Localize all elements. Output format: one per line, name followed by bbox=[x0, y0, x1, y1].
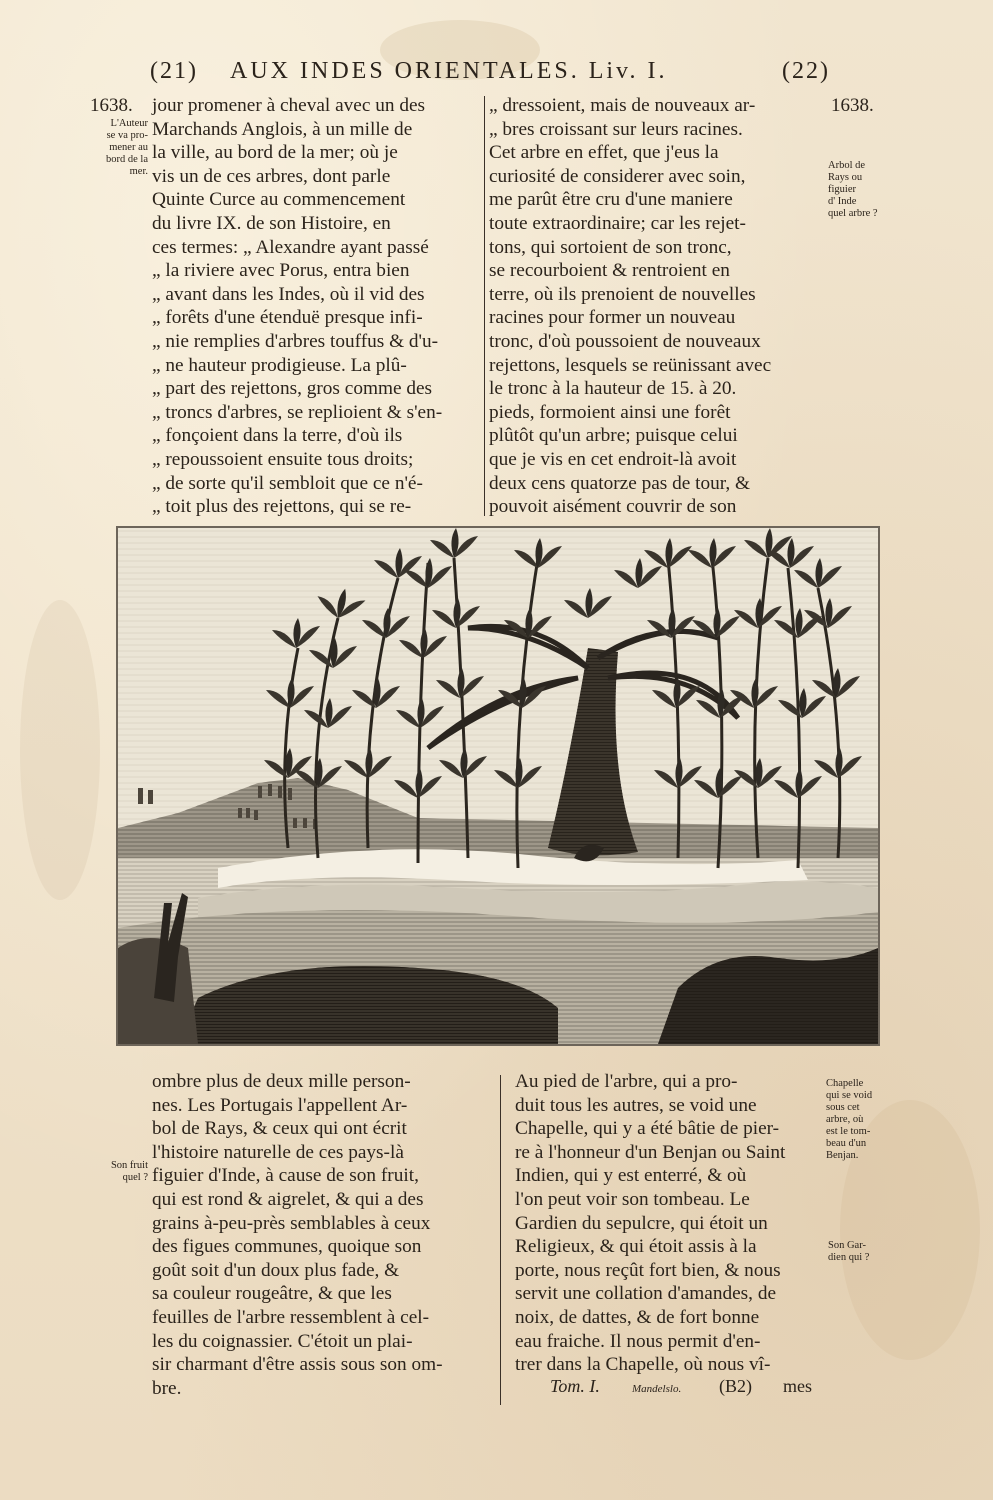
text-line: pouvoit aisément couvrir de son bbox=[489, 496, 737, 518]
text-line: Indien, qui y est enterré, & où bbox=[515, 1165, 747, 1187]
text-line: deux cens quatorze pas de tour, & bbox=[489, 472, 751, 494]
text-line: Chapelle, qui y a été bâtie de pier- bbox=[515, 1118, 780, 1140]
footer-volume: Tom. I. bbox=[550, 1376, 600, 1396]
text-line: trer dans la Chapelle, où nous vî- bbox=[515, 1354, 771, 1376]
running-title: AUX INDES ORIENTALES. Liv. I. bbox=[230, 58, 668, 84]
text-line: nes. Les Portugais l'appellent Ar- bbox=[152, 1094, 408, 1116]
text-line: terre, où ils prenoient de nouvelles bbox=[489, 283, 756, 305]
text-line: l'histoire naturelle de ces pays-là bbox=[152, 1141, 404, 1163]
paper-stain bbox=[20, 600, 100, 900]
margin-note-line: mener au bbox=[109, 142, 148, 153]
page-number-right: (22) bbox=[782, 58, 830, 84]
margin-note-line: est le tom- bbox=[826, 1126, 871, 1137]
column-divider bbox=[500, 1075, 501, 1405]
text-line: feuilles de l'arbre ressemblent à cel- bbox=[152, 1306, 430, 1328]
text-line: servit une collation d'amandes, de bbox=[515, 1283, 777, 1305]
text-line: „ forêts d'une étenduë presque infi- bbox=[152, 307, 423, 329]
text-line: le tronc à la hauteur de 15. à 20. bbox=[489, 378, 737, 400]
margin-note-auteur bbox=[88, 118, 148, 178]
text-line: „ troncs d'arbres, se replioient & s'en- bbox=[152, 401, 443, 423]
text-column-left-bottom bbox=[152, 1070, 482, 1400]
text-line: l'on peut voir son tombeau. Le bbox=[515, 1188, 750, 1210]
column-divider bbox=[484, 96, 485, 516]
text-line: pieds, formoient ainsi une forêt bbox=[489, 401, 731, 423]
margin-note-line: Rays ou bbox=[828, 172, 863, 183]
text-line: tons, qui sortoient de son tronc, bbox=[489, 236, 732, 258]
text-line: „ part des rejettons, gros comme des bbox=[152, 378, 433, 400]
text-line: me parût être cru d'une maniere bbox=[489, 189, 733, 211]
text-line: rejettons, lesquels se reünissant avec bbox=[489, 354, 772, 376]
text-line: Gardien du sepulcre, qui étoit un bbox=[515, 1212, 768, 1234]
text-column-right-bottom bbox=[515, 1070, 820, 1377]
text-line: que je vis en cet endroit-là avoit bbox=[489, 448, 737, 470]
text-line: plûtôt qu'un arbre; puisque celui bbox=[489, 425, 738, 447]
margin-note-chapelle bbox=[826, 1078, 906, 1162]
text-line: sir charmant d'être assis sous son om- bbox=[152, 1354, 443, 1376]
text-line: eau fraiche. Il nous permit d'en- bbox=[515, 1330, 761, 1352]
text-line: duit tous les autres, se void une bbox=[515, 1094, 757, 1116]
footer-catchword: mes bbox=[783, 1376, 812, 1396]
margin-note-line: quel ? bbox=[122, 1172, 148, 1183]
text-line: „ toit plus des rejettons, qui se re- bbox=[152, 496, 412, 518]
footer-author: Mandelslo. bbox=[632, 1383, 682, 1395]
page-number-left: (21) bbox=[150, 58, 198, 84]
text-line: tronc, d'où poussoient de nouveaux bbox=[489, 330, 761, 352]
text-line: se recourboient & rentroient en bbox=[489, 260, 730, 282]
footer-signature: (B2) bbox=[719, 1376, 752, 1396]
text-line: „ fonçoient dans la terre, d'où ils bbox=[152, 425, 403, 447]
text-line: „ avant dans les Indes, où il vid des bbox=[152, 283, 425, 305]
text-line: ces termes: „ Alexandre ayant passé bbox=[152, 236, 429, 258]
margin-note-line: Son Gar- bbox=[828, 1240, 866, 1251]
margin-note-line: arbre, où bbox=[826, 1114, 864, 1125]
text-line: „ bres croissant sur leurs racines. bbox=[489, 118, 743, 140]
text-line: grains à-peu-près semblables à ceux bbox=[152, 1212, 431, 1234]
margin-year-left: 1638. bbox=[90, 95, 133, 116]
margin-note-line: Arbol de bbox=[828, 160, 866, 171]
text-line: „ dressoient, mais de nouveaux ar- bbox=[489, 95, 756, 116]
text-line: les du coignassier. C'étoit un plai- bbox=[152, 1330, 413, 1352]
text-line: „ ne hauteur prodigieuse. La plû- bbox=[152, 354, 407, 376]
text-line: racines pour former un nouveau bbox=[489, 307, 736, 329]
text-line: jour promener à cheval avec un des bbox=[152, 95, 426, 116]
text-line: sa couleur rougeâtre, & que les bbox=[152, 1283, 392, 1305]
text-line: „ nie remplies d'arbres touffus & d'u- bbox=[152, 330, 439, 352]
text-line: re à l'honneur d'un Benjan ou Saint bbox=[515, 1141, 786, 1163]
margin-note-line: sous cet bbox=[826, 1102, 860, 1113]
text-column-right-top bbox=[489, 94, 819, 519]
engraving-illustration bbox=[118, 528, 878, 1044]
text-line: porte, nous reçût fort bien, & nous bbox=[515, 1259, 781, 1281]
margin-note-line: figuier bbox=[828, 184, 856, 195]
margin-year-right: 1638. bbox=[831, 95, 874, 116]
margin-note-line: beau d'un bbox=[826, 1138, 867, 1149]
margin-note-fruit bbox=[90, 1160, 148, 1184]
margin-note-line: Benjan. bbox=[826, 1150, 859, 1161]
text-line: bol de Rays, & ceux qui ont écrit bbox=[152, 1118, 407, 1140]
margin-note-line: Son fruit bbox=[110, 1160, 148, 1171]
text-line: la ville, au bord de la mer; où je bbox=[152, 142, 398, 164]
margin-note-line: L'Auteur bbox=[110, 118, 148, 129]
text-line: „ repoussoient ensuite tous droits; bbox=[152, 448, 414, 470]
engraving-banyan-tree bbox=[118, 528, 878, 1044]
text-line: du livre IX. de son Histoire, en bbox=[152, 212, 391, 234]
text-line: Religieux, & qui étoit assis à la bbox=[515, 1236, 757, 1258]
running-header bbox=[150, 58, 830, 88]
text-line: ombre plus de deux mille person- bbox=[152, 1071, 411, 1092]
margin-note-line: mer. bbox=[129, 166, 148, 177]
text-line: Marchands Anglois, à un mille de bbox=[152, 118, 413, 140]
text-line: qui est rond & aigrelet, & qui a des bbox=[152, 1188, 424, 1210]
margin-note-line: dien qui ? bbox=[828, 1252, 870, 1263]
text-line: „ la riviere avec Porus, entra bien bbox=[152, 260, 410, 282]
text-line: curiosité de considerer avec soin, bbox=[489, 165, 746, 187]
text-line: Quinte Curce au commencement bbox=[152, 189, 406, 211]
text-line: figuier d'Inde, à cause de son fruit, bbox=[152, 1165, 419, 1187]
margin-note-line: Chapelle bbox=[826, 1078, 864, 1089]
text-line: „ de sorte qu'il sembloit que ce n'é- bbox=[152, 472, 423, 494]
text-line: bre. bbox=[152, 1377, 182, 1399]
text-line: noix, de dattes, & de fort bonne bbox=[515, 1306, 760, 1328]
margin-note-line: qui se void bbox=[826, 1090, 873, 1101]
margin-note-line: quel arbre ? bbox=[828, 208, 878, 219]
margin-note-gardien bbox=[828, 1240, 898, 1264]
text-line: goût soit d'un doux plus fade, & bbox=[152, 1259, 400, 1281]
text-line: Au pied de l'arbre, qui a pro- bbox=[515, 1071, 738, 1092]
margin-note-line: se va pro- bbox=[106, 130, 148, 141]
text-line: des figues communes, quoique son bbox=[152, 1236, 422, 1258]
text-line: toute extraordinaire; car les rejet- bbox=[489, 212, 746, 234]
margin-note-arbol bbox=[828, 160, 898, 220]
margin-note-line: d' Inde bbox=[828, 196, 857, 207]
text-line: Cet arbre en effet, que j'eus la bbox=[489, 142, 719, 164]
margin-note-line: bord de la bbox=[106, 154, 148, 165]
text-line: vis un de ces arbres, dont parle bbox=[152, 165, 391, 187]
text-column-left-top bbox=[152, 94, 477, 519]
